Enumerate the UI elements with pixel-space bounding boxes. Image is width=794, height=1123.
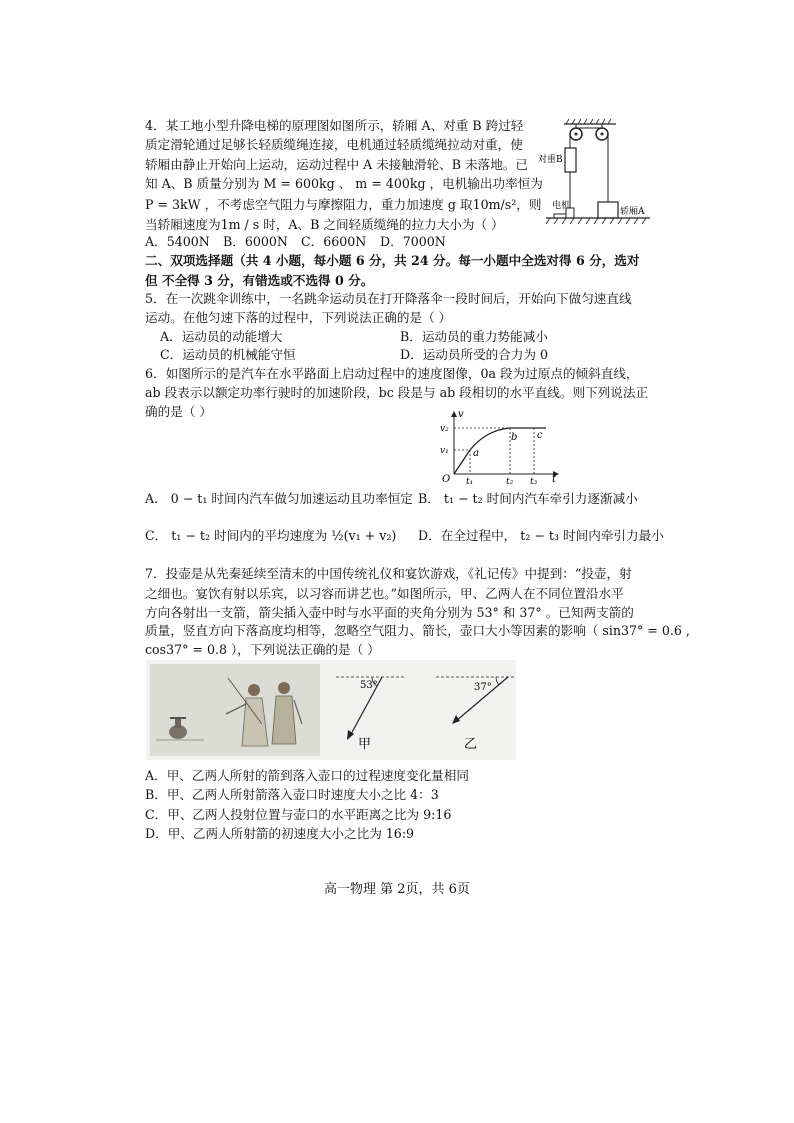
q5-option-b: B．运动员的重力势能减小 xyxy=(400,329,548,344)
velocity-time-graph xyxy=(438,408,562,484)
q5-option-a: A．运动员的动能增大 xyxy=(160,329,283,344)
q4-line-1: 4．某工地小型升降电梯的原理图如图所示，轿厢 A、对重 B 跨过轻 xyxy=(145,118,524,133)
page-footer: 高一物理 第 2页，共 6页 xyxy=(324,882,470,897)
v1-label: v₁ xyxy=(440,446,449,456)
point-c-label: c xyxy=(537,430,543,441)
t3-label: t₃ xyxy=(530,477,538,484)
q4-line-6: 当轿厢速度为1m / s 时，A、B 之间轻质缆绳的拉力大小为（ ） xyxy=(145,217,504,232)
t-axis-label: t xyxy=(552,474,557,484)
q4-line-2: 质定滑轮通过足够长轻质缆绳连接，电机通过轻质缆绳拉动对重，使 xyxy=(145,137,523,152)
q5-option-c: C．运动员的机械能守恒 xyxy=(160,347,296,362)
q6-option-d: D．在全过程中， t₂ − t₃ 时间内牵引力最小 xyxy=(418,528,664,543)
angle-37-label: 37° xyxy=(474,682,492,693)
q7-option-a: A．甲、乙两人所射的箭到落入壶口的过程速度变化量相同 xyxy=(145,768,469,783)
section2-heading-line-2: 但 不全得 3 分，有错选或不选得 0 分。 xyxy=(145,273,374,288)
q7-line-4: 质量，竖直方向下落高度均相等，忽略空气阻力、箭长，壶口大小等因素的影响（ sin37° = 0.6 , xyxy=(145,623,690,638)
q7-line-3: 方向各射出一支箭，箭尖插入壶中时与水平面的夹角分别为 53° 和 37° 。已知两支箭的 xyxy=(145,605,634,620)
q5-line-2: 运动。在他匀速下落的过程中，下列说法正确的是（ ） xyxy=(145,310,452,325)
motor-label: 电机 xyxy=(552,201,571,211)
point-a-label: a xyxy=(473,448,479,459)
v-axis-label: v xyxy=(458,409,464,420)
q7-line-1: 7．投壶是从先秦延续至清末的中国传统礼仪和宴饮游戏，《礼记传》中提到：“投壶，射 xyxy=(145,566,632,581)
q7-line-2: 之细也。宴饮有射以乐宾，以习容而讲艺也。”如图所示，甲、乙两人在不同位置沿水平 xyxy=(145,586,624,601)
yi-label: 乙 xyxy=(464,737,478,752)
q6-line-2: ab 段表示以额定功率行驶时的加速阶段，bc 段是与 ab 段相切的水平直线。则下列说法正 xyxy=(145,385,649,400)
q6-line-1: 6．如图所示的是汽车在水平路面上启动过程中的速度图像，0a 段为过原点的倾斜直线， xyxy=(145,366,639,381)
t2-label: t₂ xyxy=(506,477,514,484)
q7-option-c: C．甲、乙两人投射位置与壶口的水平距离之比为 9:16 xyxy=(145,807,452,822)
t1-label: t₁ xyxy=(466,477,474,484)
jia-label: 甲 xyxy=(358,737,372,752)
q4-option-a: A．5400N xyxy=(145,234,210,249)
cabin-label: 轿厢A xyxy=(620,207,645,217)
q6-option-b: B． t₁ − t₂ 时间内汽车牵引力逐渐减小 xyxy=(418,491,638,506)
counterweight-label: 对重B xyxy=(538,155,563,165)
angle-53-label: 53° xyxy=(360,680,378,691)
q5-line-1: 5．在一次跳伞训练中，一名跳伞运动员在打开降落伞一段时间后，开始向下做匀速直线 xyxy=(145,291,632,306)
q6-option-c: C． t₁ − t₂ 时间内的平均速度为 ½(v₁ + v₂) xyxy=(145,528,397,543)
point-b-label: b xyxy=(511,432,518,443)
q5-option-d: D．运动员所受的合力为 0 xyxy=(400,347,549,362)
q4-line-5: P = 3kW ，不考虑空气阻力与摩擦阻力，重力加速度 g 取10m/s²，则 xyxy=(145,197,542,212)
q6-option-a: A． 0 − t₁ 时间内汽车做匀加速运动且功率恒定 xyxy=(145,491,413,506)
v2-label: v₂ xyxy=(440,424,449,434)
q4-option-b: B．6000N xyxy=(223,234,288,249)
touhu-figure xyxy=(146,660,516,760)
elevator-diagram xyxy=(538,118,658,236)
q4-line-3: 轿厢由静止开始向上运动，运动过程中 A 未接触滑轮、B 未落地。已 xyxy=(145,157,528,172)
q6-line-3: 确的是（ ） xyxy=(145,404,212,419)
q4-option-c: C．6600N xyxy=(301,234,367,249)
q4-line-4: 知 A、B 质量分别为 M = 600kg 、 m = 400kg ，电机输出功率恒为 xyxy=(145,176,543,191)
q7-option-b: B．甲、乙两人所射箭落入壶口时速度大小之比 4：3 xyxy=(145,787,439,802)
q7-line-5: cos37° = 0.8 ），下列说法正确的是（ ） xyxy=(145,642,380,657)
origin-label: O xyxy=(442,474,451,484)
q7-option-d: D．甲、乙两人所射箭的初速度大小之比为 16:9 xyxy=(145,826,415,841)
q4-option-d: D．7000N xyxy=(380,234,446,249)
section2-heading-line-1: 二、双项选择题（共 4 小题，每小题 6 分，共 24 分。每一小题中全选对得 6 分，选对 xyxy=(145,253,640,268)
